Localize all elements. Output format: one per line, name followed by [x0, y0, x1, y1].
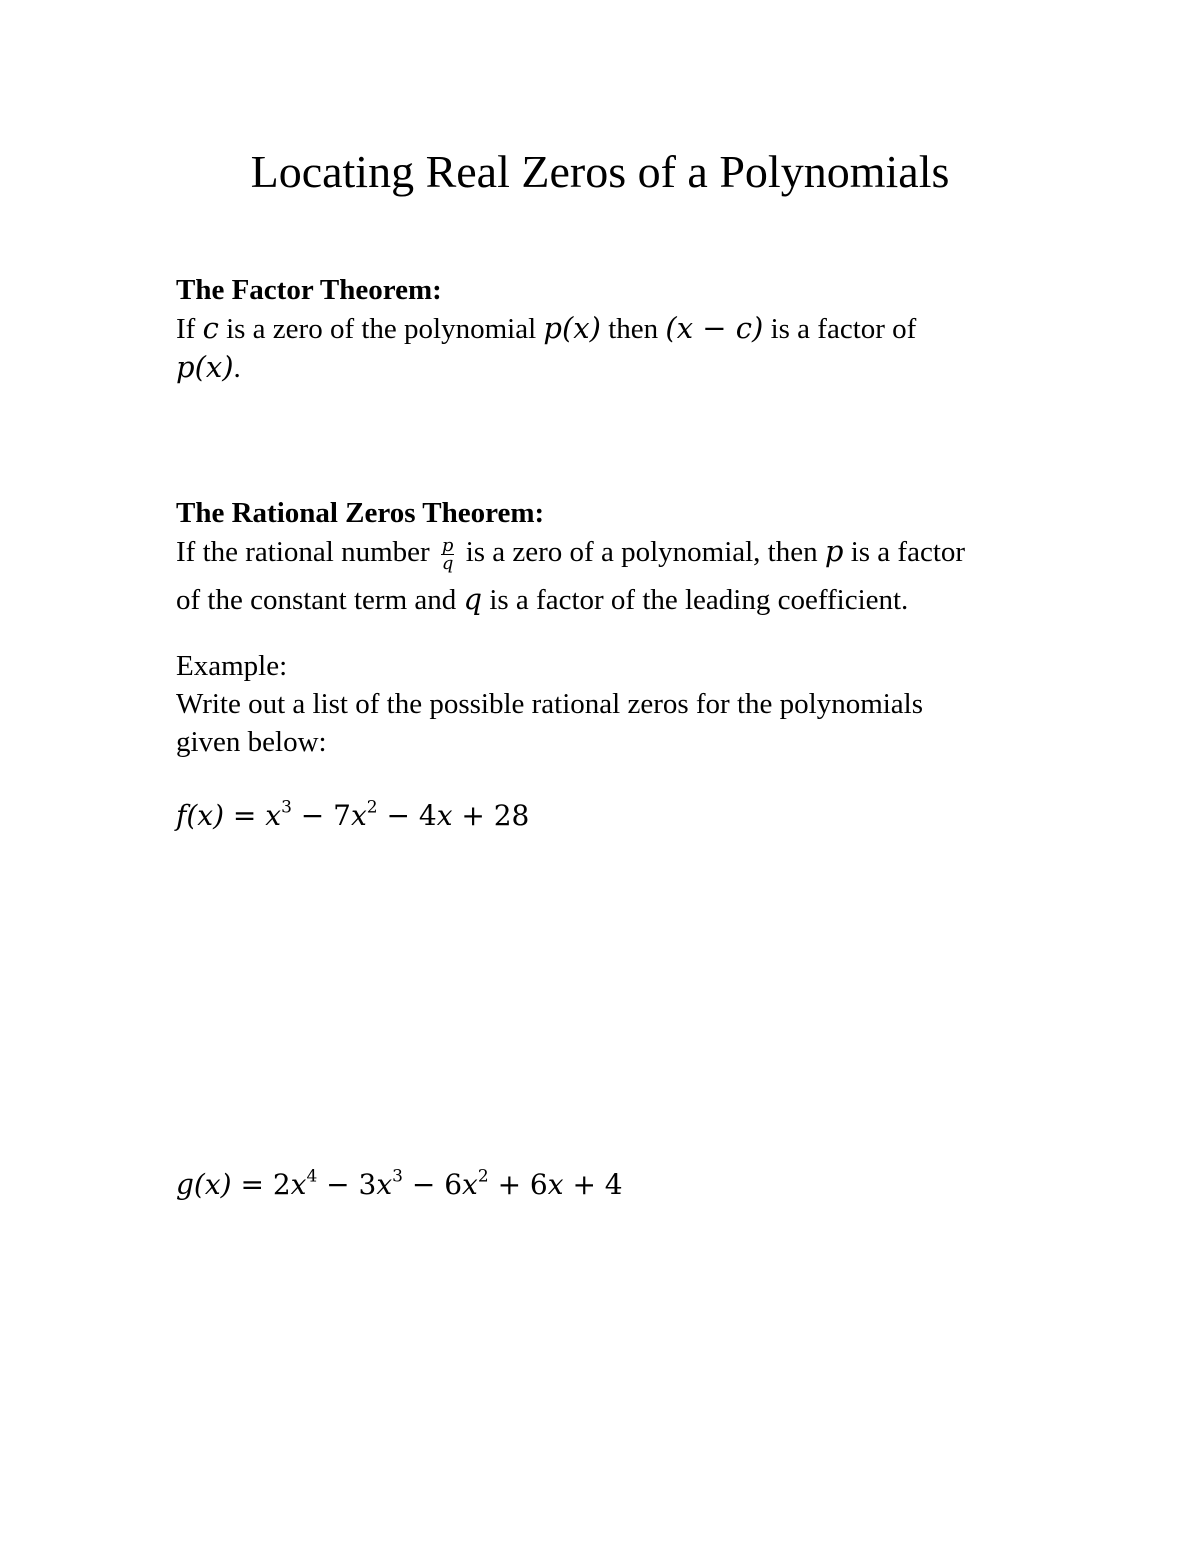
text-run: of the constant term and	[176, 584, 464, 617]
factor-theorem-line-2	[176, 348, 1036, 387]
factor-theorem-line-1	[176, 309, 1036, 348]
math-term: + 6	[488, 1168, 548, 1201]
math-variable: x	[462, 1168, 478, 1201]
math-variable: c	[202, 311, 219, 345]
math-term: − 6	[402, 1168, 463, 1201]
factor-theorem-section	[176, 271, 1036, 387]
example-instruction-line-1: Write out a list of the possible rational zeros for the polynomials	[176, 688, 924, 720]
math-variable: x	[376, 1168, 393, 1201]
math-term: − 4	[377, 799, 437, 832]
math-term: + 28	[452, 799, 530, 832]
math-expression: p(x)	[543, 311, 601, 345]
example-instruction-line-2: given below:	[176, 726, 327, 758]
exponent: 4	[306, 1166, 318, 1187]
fraction-numerator: p	[441, 535, 454, 557]
text-run: is a factor of the leading coefficient.	[482, 584, 909, 617]
math-term: − 3	[317, 1168, 377, 1201]
function-name: g(x)	[176, 1168, 232, 1201]
fraction-p-over-q	[441, 535, 455, 575]
exponent: 2	[366, 797, 378, 818]
math-variable: x	[290, 1168, 307, 1201]
math-variable: p	[824, 534, 844, 568]
rational-zeros-theorem-section	[176, 494, 1036, 619]
text-run: If the rational number	[176, 536, 437, 568]
example-label: Example:	[176, 650, 288, 682]
page-title: Locating Real Zeros of a Polynomials	[250, 146, 950, 197]
math-variable: q	[463, 582, 483, 617]
exponent: 3	[281, 797, 292, 818]
exponent: 2	[477, 1166, 489, 1187]
function-name: f(x)	[176, 799, 225, 832]
text-run: is a factor	[843, 536, 966, 568]
exponent: 3	[392, 1166, 403, 1187]
text-run: is a zero of the polynomial	[218, 313, 544, 345]
math-variable: x	[265, 799, 282, 832]
fraction-denominator: q	[441, 553, 454, 575]
math-variable: x	[436, 799, 453, 832]
math-expression: p(x)	[176, 350, 234, 384]
text-run: If	[176, 313, 203, 345]
rational-zeros-theorem-line-1	[176, 532, 1036, 575]
math-operator: = 2	[231, 1168, 291, 1201]
math-variable: x	[350, 799, 367, 832]
text-run: then	[600, 313, 666, 345]
text-run: is a factor of	[763, 313, 917, 345]
math-expression: (x − c)	[665, 311, 764, 345]
rational-zeros-theorem-line-2	[176, 580, 1036, 619]
text-run: is a zero of a polynomial, then	[458, 536, 825, 568]
factor-theorem-heading: The Factor Theorem:	[176, 274, 442, 306]
math-term: − 7	[291, 799, 351, 832]
math-term: + 4	[563, 1168, 623, 1201]
math-variable: x	[547, 1168, 564, 1201]
rational-zeros-theorem-heading: The Rational Zeros Theorem:	[176, 497, 545, 529]
equation-f	[176, 797, 529, 835]
math-operator: =	[224, 799, 266, 832]
example-section	[176, 647, 1036, 761]
text-run: .	[233, 352, 241, 384]
equation-g	[176, 1166, 623, 1204]
